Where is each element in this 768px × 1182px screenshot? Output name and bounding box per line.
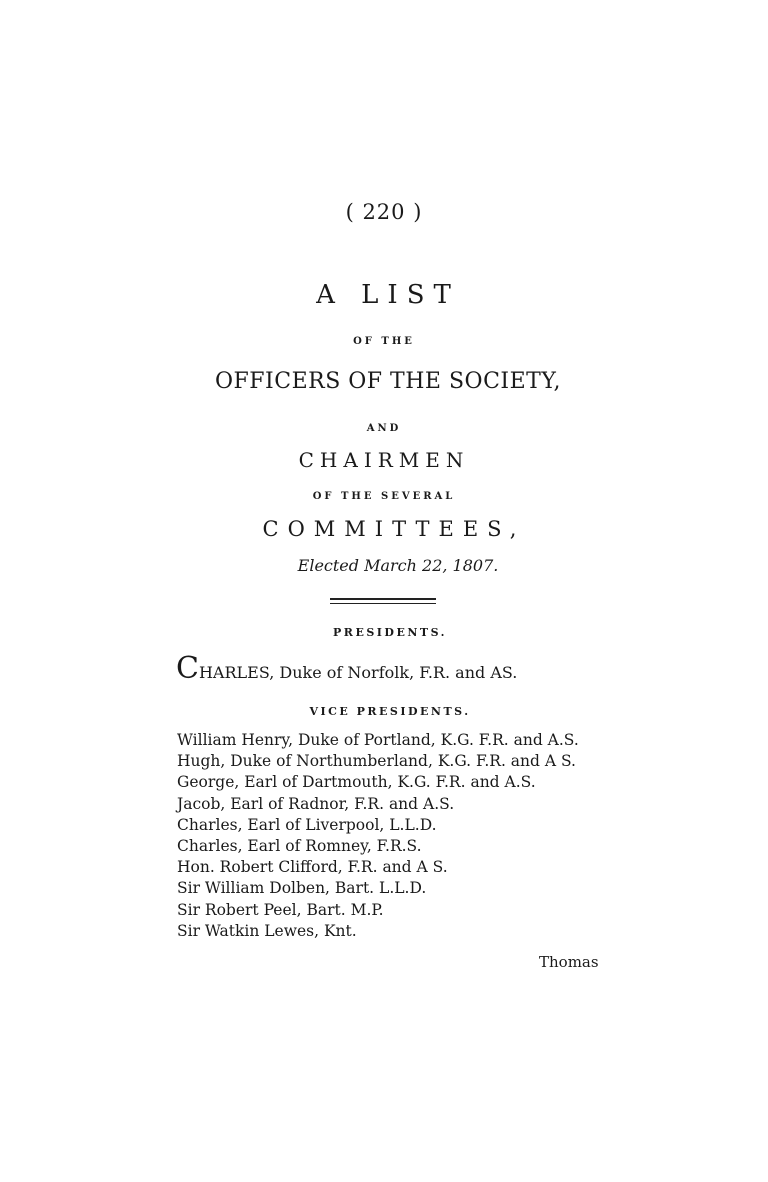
vice-presidents-list bbox=[177, 730, 579, 942]
president-text: HARLES, Duke of Norfolk, F.R. and AS. bbox=[198, 663, 518, 682]
list-item: Charles, Earl of Romney, F.R.S. bbox=[177, 837, 422, 856]
committees-heading: COMMITTEES, bbox=[262, 517, 526, 541]
officers-heading: OFFICERS OF THE SOCIETY, bbox=[214, 369, 562, 394]
list-item: Jacob, Earl of Radnor, F.R. and A.S. bbox=[177, 794, 455, 813]
list-item: Sir Watkin Lewes, Knt. bbox=[177, 921, 357, 940]
and-line: AND bbox=[366, 423, 402, 434]
chairmen-heading: CHAIRMEN bbox=[298, 448, 470, 472]
vice-presidents-heading: VICE PRESIDENTS. bbox=[309, 705, 471, 718]
catchword: Thomas bbox=[539, 953, 599, 971]
list-item: Hon. Robert Clifford, F.R. and A S. bbox=[177, 858, 448, 877]
list-item: William Henry, Duke of Portland, K.G. F.R. and A.S. bbox=[177, 731, 579, 749]
list-item: Sir William Dolben, Bart. L.L.D. bbox=[177, 879, 427, 898]
list-item: Charles, Earl of Liverpool, L.L.D. bbox=[177, 815, 437, 834]
list-item: George, Earl of Dartmouth, K.G. F.R. and A.S. bbox=[177, 773, 536, 792]
of-the-line: OF THE bbox=[353, 336, 415, 347]
drop-cap: C bbox=[176, 651, 199, 686]
election-date: Elected March 22, 1807. bbox=[297, 556, 499, 575]
list-title: A LIST bbox=[316, 280, 460, 310]
list-item: Hugh, Duke of Northumberland, K.G. F.R. and A S. bbox=[177, 752, 576, 771]
presidents-heading: PRESIDENTS. bbox=[333, 626, 447, 639]
ornamental-rule-thin bbox=[330, 603, 436, 604]
of-the-several-line: OF THE SEVERAL bbox=[312, 491, 456, 502]
list-item: Sir Robert Peel, Bart. M.P. bbox=[177, 900, 384, 919]
president-entry bbox=[176, 651, 518, 686]
page-number: ( 220 ) bbox=[345, 200, 423, 224]
ornamental-rule bbox=[330, 598, 436, 600]
